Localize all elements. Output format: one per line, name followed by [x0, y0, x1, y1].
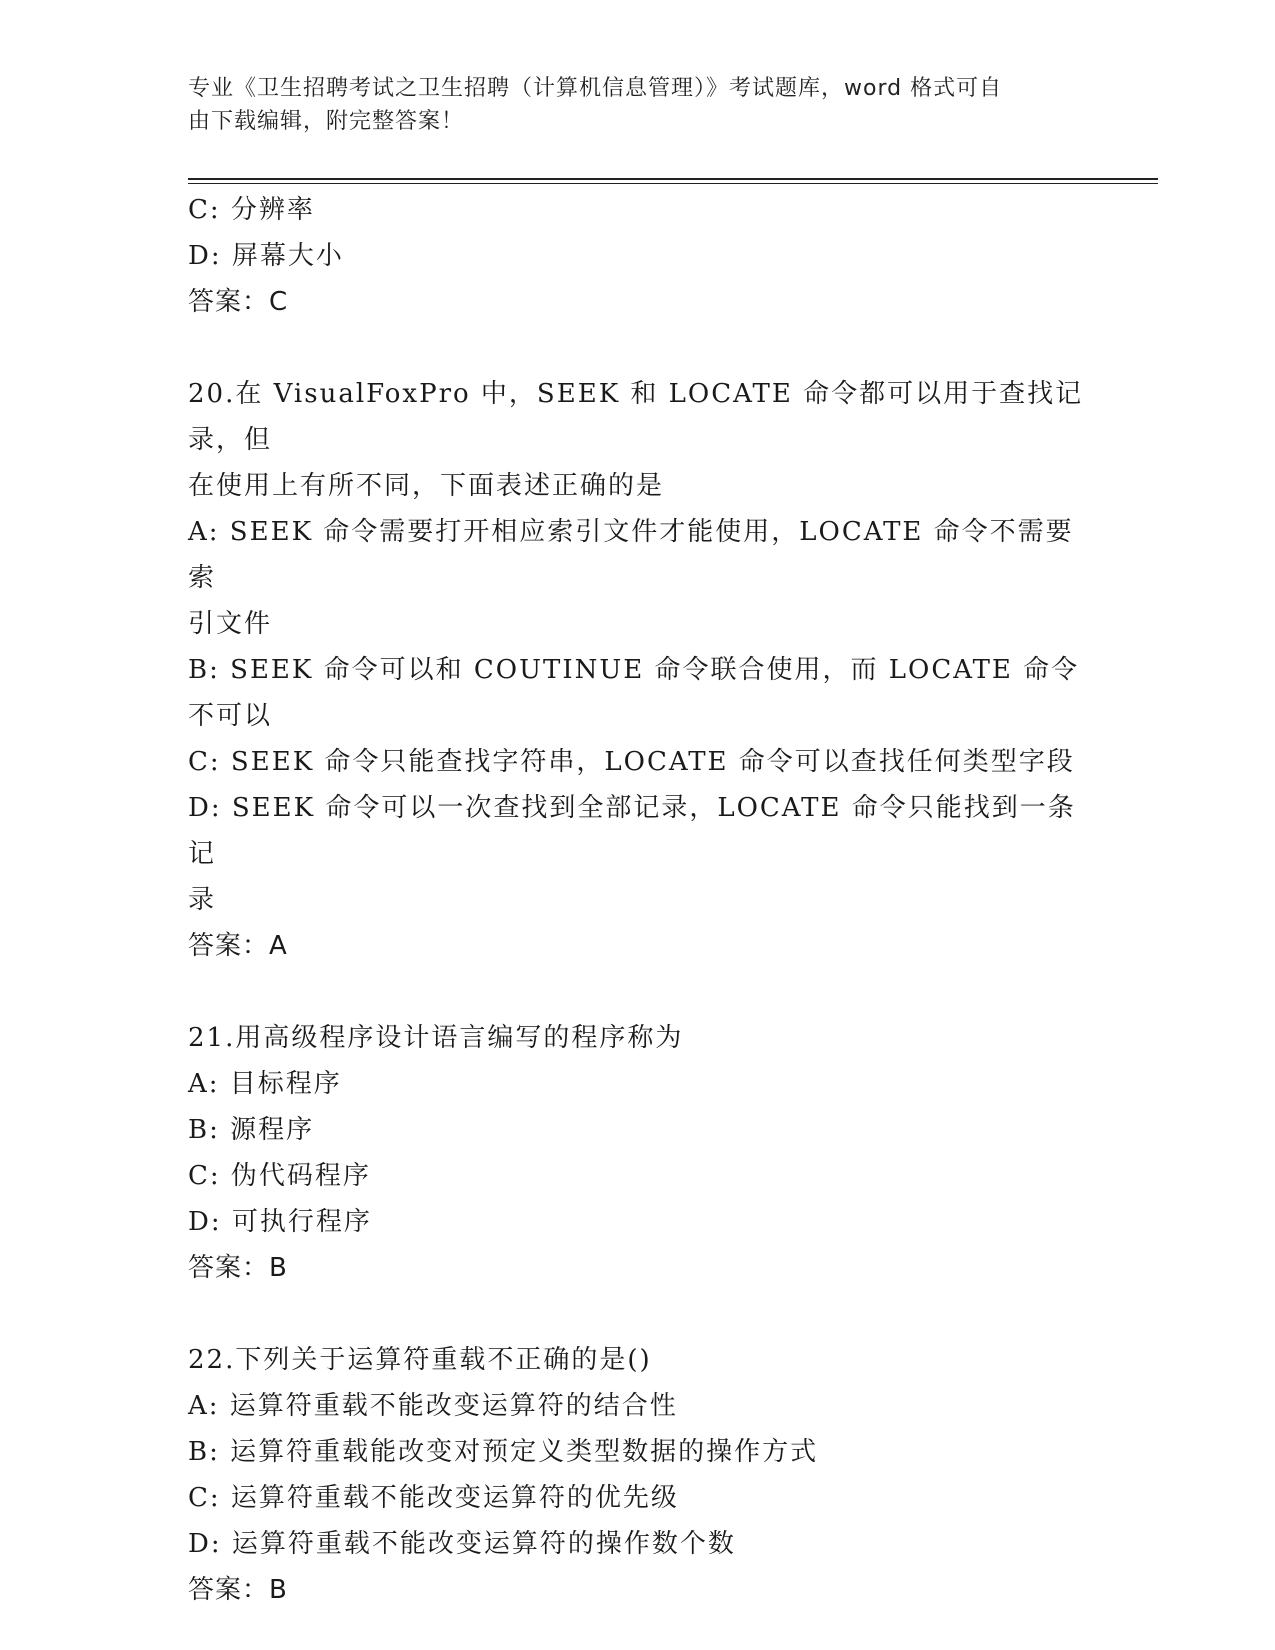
question-list: [188, 187, 1098, 1613]
option-b: B: 源程序: [188, 1115, 315, 1145]
option-d: D: SEEK 命令可以一次查找到全部记录，LOCATE 命令只能找到一条记: [188, 793, 1076, 869]
answer: 答案：A: [188, 931, 288, 961]
question-19-tail: [188, 187, 1098, 325]
option-b: B: 运算符重载能改变对预定义类型数据的操作方式: [188, 1437, 819, 1467]
option-c: C: 运算符重载不能改变运算符的优先级: [188, 1483, 679, 1513]
question-20: [188, 371, 1098, 969]
header-line-1: 专业《卫生招聘考试之卫生招聘（计算机信息管理）》考试题库，word 格式可自: [188, 76, 1003, 101]
question-stem-continued: 在使用上有所不同，下面表述正确的是: [188, 471, 665, 501]
header-line-2: 由下载编辑，附完整答案！: [188, 109, 465, 134]
question-stem: 20.在 VisualFoxPro 中，SEEK 和 LOCATE 命令都可以用于查找记录，但: [188, 379, 1084, 455]
spacer: [188, 325, 1098, 371]
header-rule-thin: [188, 183, 1158, 184]
document-header: [188, 72, 1078, 138]
option-d-continued: 录: [188, 885, 217, 915]
answer: 答案：B: [188, 1575, 288, 1605]
option-a: A: 运算符重载不能改变运算符的结合性: [188, 1391, 678, 1421]
option-c: C: SEEK 命令只能查找字符串，LOCATE 命令可以查找任何类型字段: [188, 747, 1075, 777]
option-d: D: 屏幕大小: [188, 241, 344, 271]
answer: 答案：B: [188, 1253, 288, 1283]
header-rule-thick: [188, 178, 1158, 180]
question-21: [188, 1015, 1098, 1291]
answer: 答案：C: [188, 287, 289, 317]
question-stem: 22.下列关于运算符重载不正确的是(): [188, 1345, 652, 1375]
option-a-continued: 引文件: [188, 609, 273, 639]
option-c: C: 伪代码程序: [188, 1161, 371, 1191]
spacer: [188, 969, 1098, 1015]
option-a: A: SEEK 命令需要打开相应索引文件才能使用，LOCATE 命令不需要索: [188, 517, 1074, 593]
question-22: [188, 1337, 1098, 1613]
option-c: C: 分辨率: [188, 195, 315, 225]
spacer: [188, 1291, 1098, 1337]
option-d: D: 运算符重载不能改变运算符的操作数个数: [188, 1529, 736, 1559]
option-b: B: SEEK 命令可以和 COUTINUE 命令联合使用，而 LOCATE 命令不可以: [188, 655, 1080, 731]
question-stem: 21.用高级程序设计语言编写的程序称为: [188, 1023, 684, 1053]
option-a: A: 目标程序: [188, 1069, 342, 1099]
option-d: D: 可执行程序: [188, 1207, 372, 1237]
